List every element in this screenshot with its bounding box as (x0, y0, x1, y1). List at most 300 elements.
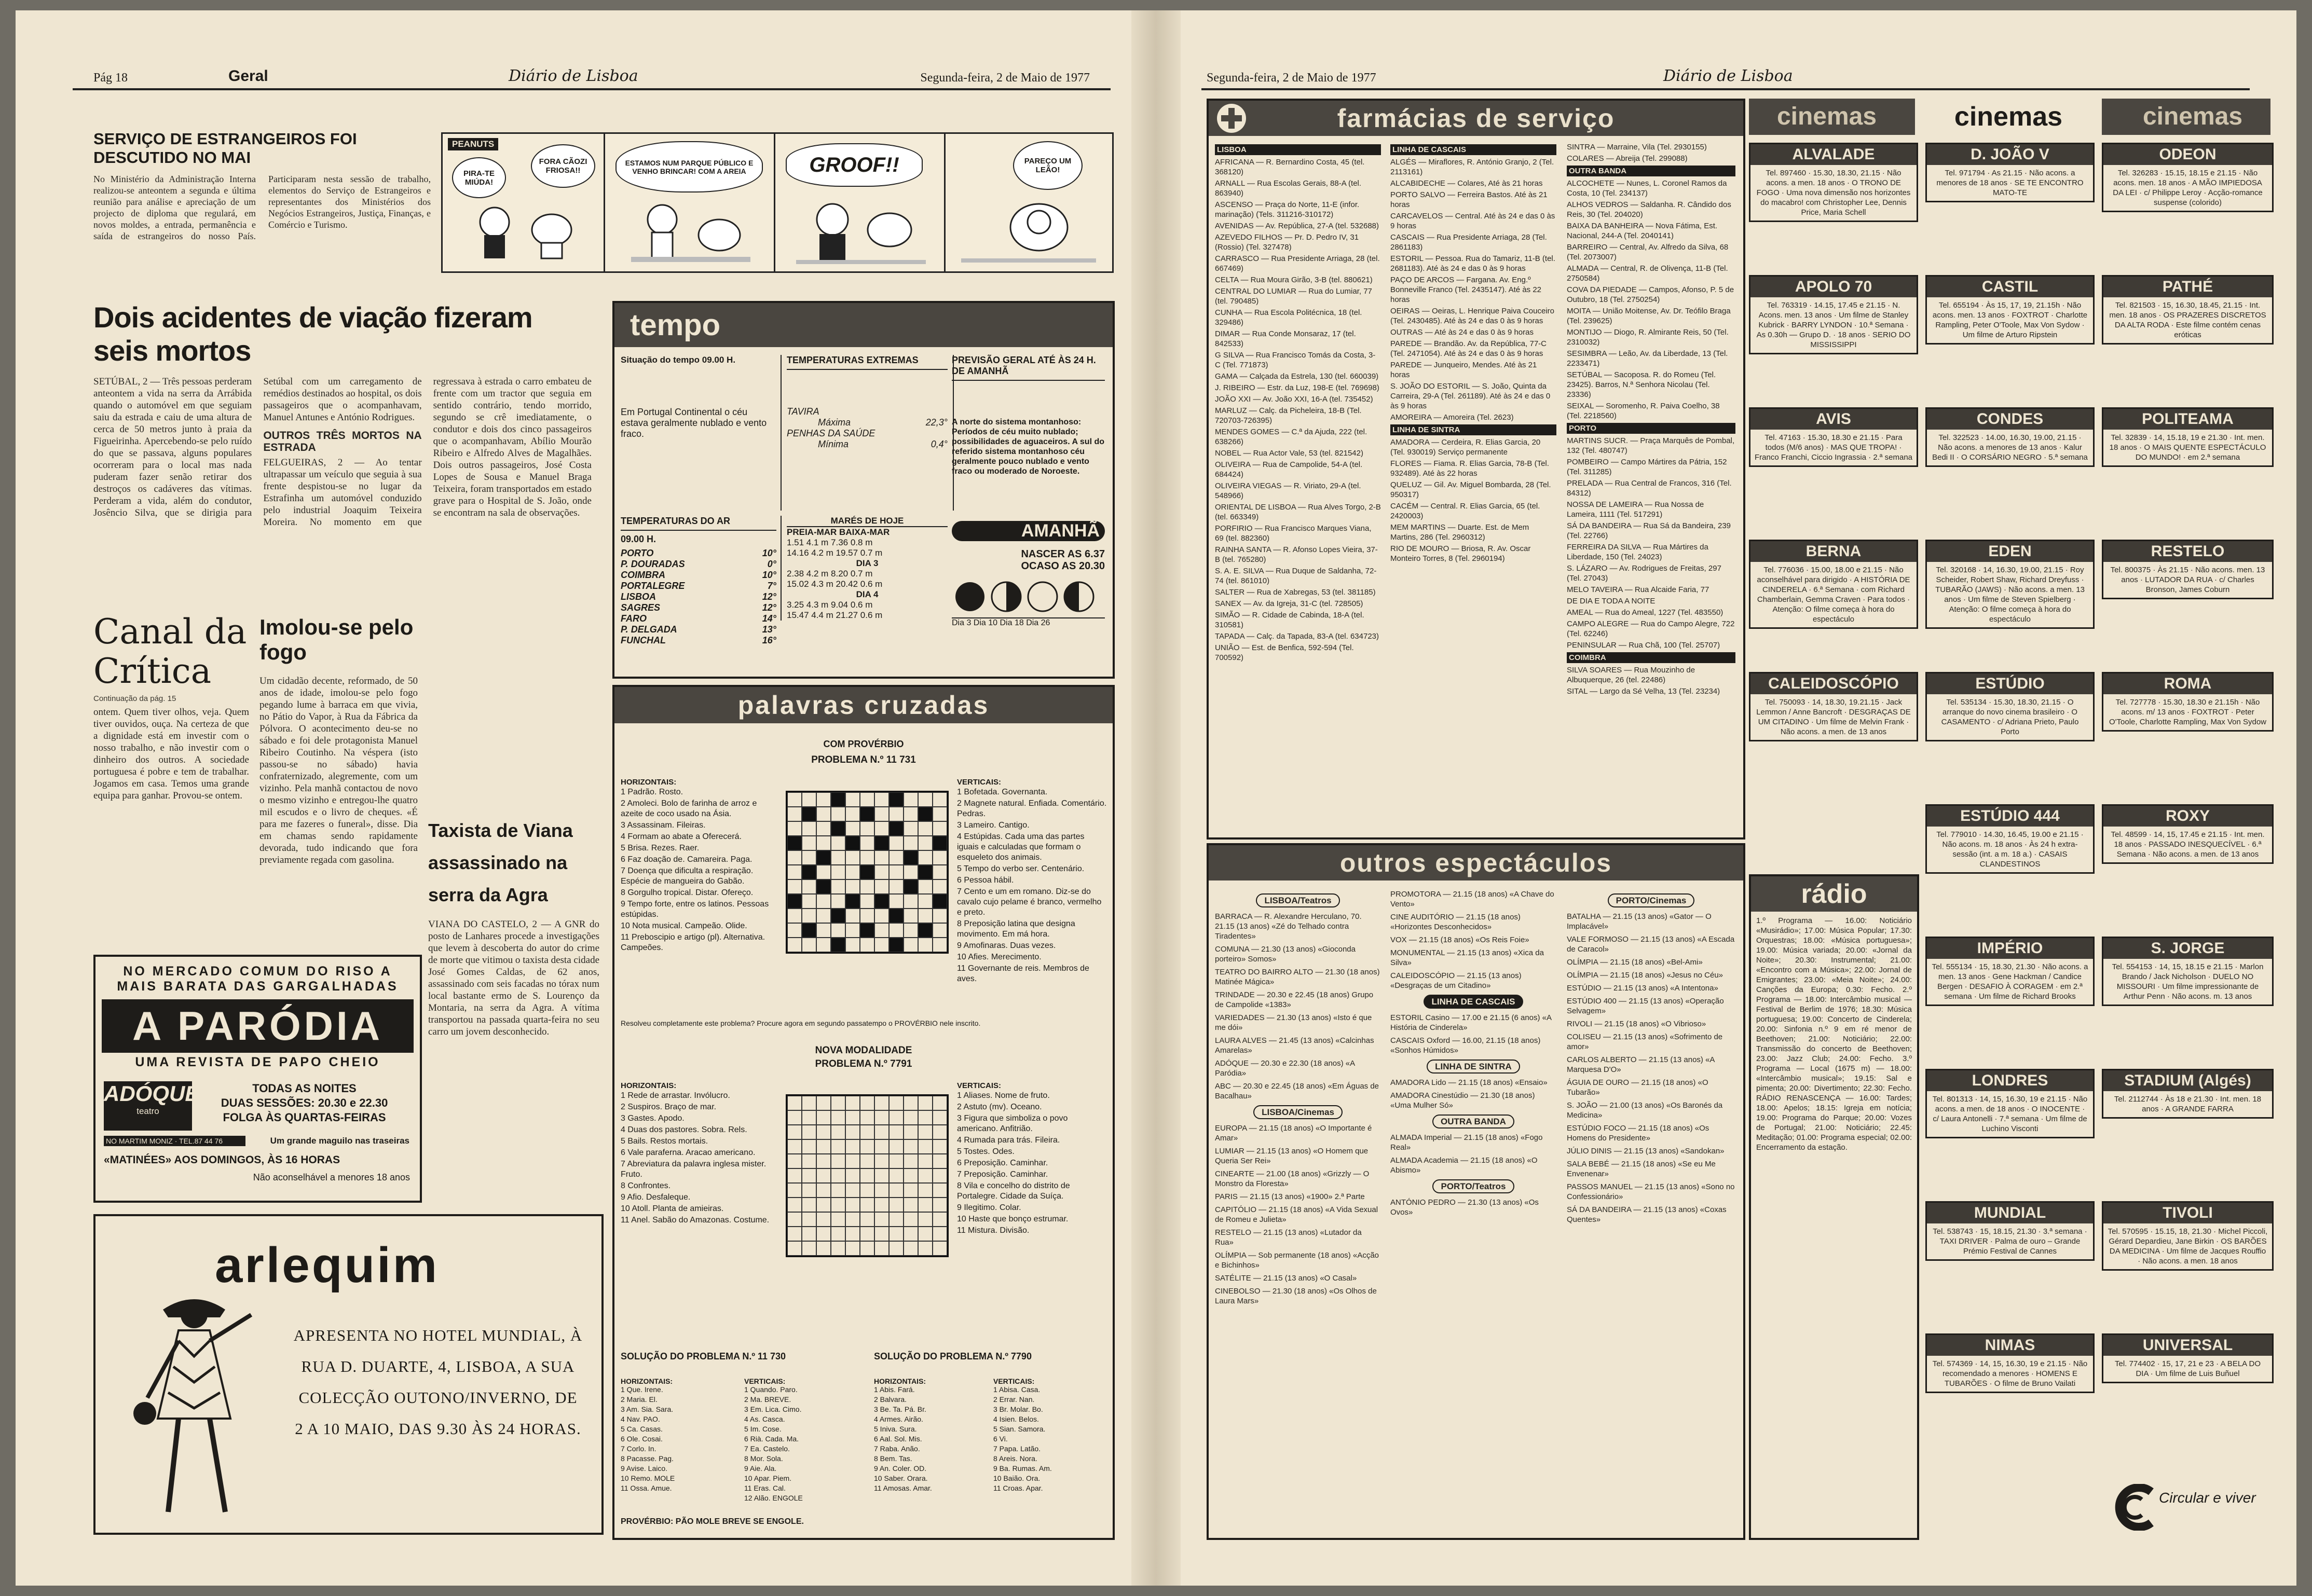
crossword-cell[interactable] (816, 821, 831, 836)
clue-item: 11 Ossa. Amue. (621, 1484, 672, 1492)
crossword-cell[interactable] (802, 1154, 816, 1168)
crossword-cell[interactable] (787, 1198, 802, 1212)
show-entry: BATALHA — 21.15 (13 anos) «Gator — O Implacável» (1567, 912, 1712, 931)
crossword-cell[interactable] (860, 909, 874, 923)
crossword-cell[interactable] (831, 865, 845, 879)
air-temps (621, 516, 776, 646)
pharmacy-entry: FERREIRA DA SILVA — Rua Mártires da Liberdade, 150 (Tel. 24023) (1567, 543, 1708, 561)
crossword-cell[interactable] (889, 865, 904, 879)
crossword-cell[interactable] (933, 821, 947, 836)
crossword-cell[interactable] (904, 1212, 918, 1227)
crossword-cell[interactable] (787, 1241, 802, 1256)
crossword-cell[interactable] (874, 865, 889, 879)
crossword-cell[interactable] (874, 1241, 889, 1256)
crossword-cell[interactable] (787, 807, 802, 821)
crossword-cell[interactable] (918, 821, 933, 836)
crossword-cell[interactable] (933, 1241, 947, 1256)
crossword-cell[interactable] (933, 836, 947, 850)
crossword-cell[interactable] (845, 1139, 860, 1154)
crossword-cell[interactable] (802, 923, 816, 938)
crossword-cell[interactable] (816, 938, 831, 952)
crossword-cell[interactable] (933, 894, 947, 909)
crossword-cell[interactable] (816, 894, 831, 909)
crossword-cell[interactable] (918, 1139, 933, 1154)
crossword-cell[interactable] (874, 938, 889, 952)
crossword-cell[interactable] (845, 909, 860, 923)
crossword-cell[interactable] (874, 792, 889, 807)
clue-item: 3 Lameiro. Cantigo. (957, 821, 1030, 830)
pharmacy-entry: NOBEL — Rua Actor Vale, 53 (tel. 821542) (1215, 449, 1363, 458)
crossword-cell[interactable] (802, 1125, 816, 1139)
crossword-cell[interactable] (787, 821, 802, 836)
cinema-name: LONDRES (1927, 1070, 2093, 1091)
crossword-cell[interactable] (860, 1168, 874, 1183)
crossword-cell[interactable] (918, 792, 933, 807)
crossword-cell[interactable] (845, 1227, 860, 1241)
crossword-cell[interactable] (802, 865, 816, 879)
crossword-cell[interactable] (904, 792, 918, 807)
crossword-cell[interactable] (874, 850, 889, 865)
crossword-cell[interactable] (845, 1096, 860, 1110)
tide-row: 3.25 4.3 m 9.04 0.6 m (787, 600, 873, 610)
crossword-cell[interactable] (816, 807, 831, 821)
crossword-cell[interactable] (918, 894, 933, 909)
crossword-cell[interactable] (918, 1212, 933, 1227)
crossword-cell[interactable] (860, 836, 874, 850)
crossword-cell[interactable] (802, 894, 816, 909)
clue-item: 6 Rià. Cada. Ma. (744, 1435, 799, 1443)
crossword-cell[interactable] (918, 1198, 933, 1212)
crossword-cell[interactable] (802, 909, 816, 923)
crossword-cell[interactable] (918, 1241, 933, 1256)
crossword-cell[interactable] (816, 865, 831, 879)
crossword-cell[interactable] (874, 1183, 889, 1198)
crossword-cell[interactable] (816, 1183, 831, 1198)
crossword-cell[interactable] (933, 1154, 947, 1168)
crossword-cell[interactable] (918, 836, 933, 850)
crossword-cell[interactable] (802, 850, 816, 865)
crossword-cell[interactable] (831, 1241, 845, 1256)
cinema-listing (2102, 143, 2274, 212)
comic-title: PEANUTS (448, 138, 498, 150)
crossword-cell[interactable] (831, 1183, 845, 1198)
crossword-cell[interactable] (874, 1139, 889, 1154)
crossword-cell[interactable] (845, 879, 860, 894)
pharmacy-entry: QUELUZ — Gil. Av. Miguel Bombarda, 28 (Tel. 950317) (1390, 480, 1551, 499)
crossword-cell[interactable] (787, 938, 802, 952)
crossword-cell[interactable] (889, 923, 904, 938)
crossword-cell[interactable] (904, 850, 918, 865)
crossword-cell[interactable] (845, 850, 860, 865)
crossword-cell[interactable] (874, 1168, 889, 1183)
clue-item: 3 Figura que simboliza o povo americano. Anfitrião. (957, 1114, 1068, 1133)
crossword-cell[interactable] (904, 821, 918, 836)
crossword-cell[interactable] (918, 923, 933, 938)
clue-item: 3 Am. Sia. Sara. (621, 1405, 674, 1413)
crossword-cell[interactable] (889, 1241, 904, 1256)
comic-bubble-1: PIRA-TE MIÚDA! (452, 157, 506, 198)
crossword-cell[interactable] (787, 1212, 802, 1227)
crossword-cell[interactable] (831, 807, 845, 821)
crossword-cell[interactable] (802, 1183, 816, 1198)
crossword-cell[interactable] (831, 821, 845, 836)
cinemas-title-left: cinemas (1776, 103, 1877, 130)
show-section-pill: LINHA DE SINTRA (1427, 1060, 1520, 1074)
crossword-cell[interactable] (874, 879, 889, 894)
crossword-cell[interactable] (816, 1110, 831, 1125)
crossword-cell[interactable] (889, 807, 904, 821)
crossword-cell[interactable] (802, 836, 816, 850)
crossword-cell[interactable] (816, 1154, 831, 1168)
crossword-cell[interactable] (889, 1125, 904, 1139)
crossword-cell[interactable] (845, 1154, 860, 1168)
crossword-cell[interactable] (831, 850, 845, 865)
crossword-cell[interactable] (831, 894, 845, 909)
crossword-cell[interactable] (802, 879, 816, 894)
crossword-cell[interactable] (787, 792, 802, 807)
crossword-cell[interactable] (904, 836, 918, 850)
crossword-cell[interactable] (831, 1212, 845, 1227)
crossword-cell[interactable] (860, 821, 874, 836)
crossword-cell[interactable] (904, 894, 918, 909)
crossword-cell[interactable] (845, 1198, 860, 1212)
crossword-cell[interactable] (874, 1212, 889, 1227)
crossword-cell[interactable] (904, 865, 918, 879)
crossword-cell[interactable] (904, 879, 918, 894)
show-entry: S. JOÃO — 21.00 (13 anos) «Os Baronés da Medicina» (1567, 1101, 1723, 1120)
crossword-grid-2[interactable] (786, 1094, 949, 1257)
crossword-cell[interactable] (918, 850, 933, 865)
crossword-cell[interactable] (860, 792, 874, 807)
crossword-cell[interactable] (933, 1096, 947, 1110)
crossword-cell[interactable] (874, 909, 889, 923)
crossword-cell[interactable] (816, 836, 831, 850)
crossword-cell[interactable] (904, 923, 918, 938)
crossword-cell[interactable] (889, 894, 904, 909)
sol1-horiz-label: HORIZONTAIS: (621, 1377, 673, 1385)
crossword-cell[interactable] (904, 1183, 918, 1198)
crossword-cell[interactable] (904, 1154, 918, 1168)
crossword-cell[interactable] (845, 1110, 860, 1125)
clue-item: 2 Ma. BREVE. (744, 1395, 791, 1404)
crossword-cell[interactable] (933, 1168, 947, 1183)
crossword-cell[interactable] (918, 865, 933, 879)
crossword-cell[interactable] (904, 1096, 918, 1110)
clue-item: 9 Afio. Desfaleque. (621, 1193, 691, 1202)
crossword-cell[interactable] (816, 923, 831, 938)
crossword-cell[interactable] (918, 1154, 933, 1168)
accident-headline: Dois acidentes de viação fizeram seis mortos (93, 301, 532, 367)
cinema-details: Tel. 727778 · 15.30, 18.30 e 21.15h · Não acons. m/ 13 anos · FOXTROT · Peter O'Toole, Charlotte Rampling, Max Von Sydow (2109, 698, 2266, 726)
right-masthead: Diário de Lisboa (1663, 67, 1793, 85)
clue-item: 8 Confrontes. (621, 1181, 671, 1190)
crossword-cell[interactable] (889, 1139, 904, 1154)
crossword-cell[interactable] (845, 894, 860, 909)
crossword-cell[interactable] (904, 1241, 918, 1256)
crossword-cell[interactable] (831, 1125, 845, 1139)
crossword-cell[interactable] (904, 1227, 918, 1241)
crossword-cell[interactable] (802, 1139, 816, 1154)
cinema-listing (1925, 143, 2095, 202)
crossword-cell[interactable] (918, 1110, 933, 1125)
crossword-cell[interactable] (787, 1183, 802, 1198)
crossword-cell[interactable] (933, 807, 947, 821)
crossword-cell[interactable] (933, 1139, 947, 1154)
crossword-cell[interactable] (831, 923, 845, 938)
crossword-cell[interactable] (904, 1139, 918, 1154)
crossword-cell[interactable] (860, 807, 874, 821)
pharmacy-entry: S. LÁZARO — Av. Rodrigues de Freitas, 297 (Tel. 27043) (1567, 564, 1721, 583)
crossword-cell[interactable] (933, 938, 947, 952)
crossword-cell[interactable] (787, 1168, 802, 1183)
crossword-cell[interactable] (831, 1096, 845, 1110)
crossword-cell[interactable] (860, 1183, 874, 1198)
crossword-cell[interactable] (816, 1096, 831, 1110)
crossword-cell[interactable] (933, 1110, 947, 1125)
crossword-cell[interactable] (918, 909, 933, 923)
crossword-cell[interactable] (860, 1110, 874, 1125)
tide-row: 15.47 4.4 m 21.27 0.6 m (787, 610, 883, 620)
crossword-cell[interactable] (802, 1212, 816, 1227)
crossword-cell[interactable] (933, 879, 947, 894)
crossword-cell[interactable] (802, 938, 816, 952)
crossword-cell[interactable] (787, 879, 802, 894)
crossword-cell[interactable] (787, 865, 802, 879)
crossword-cell[interactable] (787, 909, 802, 923)
crossword-cell[interactable] (816, 1212, 831, 1227)
crossword-cell[interactable] (933, 1227, 947, 1241)
crossword-cell[interactable] (889, 836, 904, 850)
crossword-cell[interactable] (889, 792, 904, 807)
forecast-text: A norte do sistema montanhoso: Períodos de céu muito nublado; possibilidades de aguaceiros. A sul do referido sistema montanhoso céu geralmente pouco nublado e vento fraco ou moderado de Noroeste. (952, 418, 1104, 476)
crossword-cell[interactable] (831, 836, 845, 850)
crossword-cell[interactable] (787, 1154, 802, 1168)
show-entry: RESTELO — 21.15 (13 anos) «Lutador da Rua» (1215, 1228, 1362, 1247)
crossword-cell[interactable] (889, 821, 904, 836)
crossword-cell[interactable] (802, 1110, 816, 1125)
crossword-cell[interactable] (933, 1198, 947, 1212)
crossword-cell[interactable] (889, 1110, 904, 1125)
crossword-cell[interactable] (845, 1168, 860, 1183)
crossword-cell[interactable] (831, 1139, 845, 1154)
crossword-cell[interactable] (860, 894, 874, 909)
crossword-cell[interactable] (889, 879, 904, 894)
crossword-cell[interactable] (845, 865, 860, 879)
crossword-cell[interactable] (904, 909, 918, 923)
air-temp: 16° (762, 635, 776, 645)
crossword-cell[interactable] (816, 792, 831, 807)
crossword-cell[interactable] (831, 879, 845, 894)
crossword-cell[interactable] (874, 1227, 889, 1241)
crossword-cell[interactable] (860, 1198, 874, 1212)
air-temp: 12° (762, 591, 776, 602)
crossword-box (612, 685, 1115, 1540)
crossword-cell[interactable] (816, 1139, 831, 1154)
pharmacy-entry: SÁ DA BANDEIRA — Rua Sá da Bandeira, 239 (Tel. 22766) (1567, 521, 1731, 540)
crossword-cell[interactable] (933, 850, 947, 865)
crossword-cell[interactable] (787, 850, 802, 865)
crossword-cell[interactable] (802, 821, 816, 836)
crossword-grid-1[interactable] (786, 791, 949, 954)
crossword-cell[interactable] (860, 923, 874, 938)
crossword-cell[interactable] (845, 792, 860, 807)
crossword-cell[interactable] (816, 1198, 831, 1212)
crossword-cell[interactable] (787, 894, 802, 909)
crossword-cell[interactable] (918, 1096, 933, 1110)
show-section-pill: PORTO/Cinemas (1608, 893, 1695, 907)
crossword-cell[interactable] (831, 792, 845, 807)
crossword-cell[interactable] (860, 938, 874, 952)
crossword-cell[interactable] (933, 1212, 947, 1227)
crossword-cell[interactable] (802, 1168, 816, 1183)
crossword-cell[interactable] (933, 865, 947, 879)
parodia-venue: ADÓQUE (104, 1081, 200, 1106)
crossword-cell[interactable] (874, 1110, 889, 1125)
air-city: PORTO (621, 548, 654, 558)
crossword-cell[interactable] (787, 1110, 802, 1125)
crossword-cell[interactable] (874, 1096, 889, 1110)
air-temp-row (621, 570, 776, 581)
crossword-cell[interactable] (787, 1125, 802, 1139)
crossword-cell[interactable] (889, 850, 904, 865)
crossword-cell[interactable] (787, 1139, 802, 1154)
crossword-cell[interactable] (889, 1212, 904, 1227)
crossword-cell[interactable] (831, 909, 845, 923)
comic-characters-3 (796, 194, 926, 266)
crossword-cell[interactable] (845, 1212, 860, 1227)
crossword-cell[interactable] (845, 821, 860, 836)
crossword-cell[interactable] (904, 1198, 918, 1212)
crossword-cell[interactable] (918, 1183, 933, 1198)
crossword-cell[interactable] (889, 938, 904, 952)
crossword-cell[interactable] (831, 1168, 845, 1183)
crossword-cell[interactable] (933, 1183, 947, 1198)
crossword-cell[interactable] (802, 1241, 816, 1256)
crossword-cell[interactable] (831, 1154, 845, 1168)
crossword-cell[interactable] (918, 1125, 933, 1139)
crossword-cell[interactable] (889, 1183, 904, 1198)
show-entry: ABC — 20.30 e 22.45 (18 anos) «Em Águas de Bacalhau» (1215, 1082, 1379, 1100)
crossword-cell[interactable] (860, 879, 874, 894)
crossword-cell[interactable] (918, 938, 933, 952)
crossword-cell[interactable] (874, 1154, 889, 1168)
crossword-cell[interactable] (904, 807, 918, 821)
crossword-cell[interactable] (860, 1154, 874, 1168)
solution-1-horiz (621, 1377, 735, 1494)
crossword-cell[interactable] (933, 923, 947, 938)
min-label: Mínima (818, 439, 849, 449)
crossword-cell[interactable] (845, 836, 860, 850)
crossword-horizontals-2 (621, 1081, 776, 1227)
moon-phases-icon (952, 579, 1102, 615)
pharmacy-entry: DIMAR — Rua Conde Monsaraz, 17 (tel. 842533) (1215, 329, 1356, 348)
crossword-cell[interactable] (845, 1241, 860, 1256)
crossword-cell[interactable] (802, 1096, 816, 1110)
crossword-cell[interactable] (889, 1154, 904, 1168)
crossword-cell[interactable] (918, 879, 933, 894)
crossword-cell[interactable] (845, 938, 860, 952)
crossword-cell[interactable] (816, 909, 831, 923)
crossword-cell[interactable] (816, 879, 831, 894)
tide-row: DIA 3 (856, 558, 879, 568)
crossword-cell[interactable] (904, 1110, 918, 1125)
crossword-cell[interactable] (918, 807, 933, 821)
crossword-cell[interactable] (802, 807, 816, 821)
crossword-cell[interactable] (802, 792, 816, 807)
cinemas-col-2 (1925, 143, 2091, 1544)
crossword-cell[interactable] (874, 807, 889, 821)
crossword-cell[interactable] (933, 792, 947, 807)
crossword-cell[interactable] (816, 1168, 831, 1183)
crossword-cell[interactable] (816, 1125, 831, 1139)
crossword-cell[interactable] (860, 1139, 874, 1154)
crossword-cell[interactable] (845, 1183, 860, 1198)
crossword-cell[interactable] (860, 1241, 874, 1256)
tide-row: 2.38 4.2 m 8.20 0.7 m (787, 569, 873, 579)
crossword-cell[interactable] (874, 894, 889, 909)
crossword-cell[interactable] (831, 1110, 845, 1125)
crossword-cell[interactable] (787, 1227, 802, 1241)
crossword-cell[interactable] (933, 1125, 947, 1139)
crossword-cell[interactable] (816, 1241, 831, 1256)
crossword-cell[interactable] (831, 938, 845, 952)
pharmacy-entry: AZEVEDO FILHOS — Pr. D. Pedro IV, 31 (Rossio) (Tel. 327478) (1215, 233, 1359, 252)
crossword-cell[interactable] (802, 1198, 816, 1212)
crossword-cell[interactable] (904, 1168, 918, 1183)
clue-item: 1 Bofetada. Governanta. (957, 788, 1048, 796)
crossword-cell[interactable] (874, 923, 889, 938)
crossword-cell[interactable] (904, 1125, 918, 1139)
crossword-cell[interactable] (860, 850, 874, 865)
crossword-cell[interactable] (889, 1198, 904, 1212)
crossword-cell[interactable] (802, 1227, 816, 1241)
crossword-cell[interactable] (831, 1227, 845, 1241)
cinema-details: Tel. 570595 · 15.15, 18, 21.30 · Michel Piccoli, Gérard Depardieu, Jane Birkin · OS BARÕES DA MEDICINA · Um filme de Jacques Rouffio · Não acons. a men. 18 anos (2108, 1227, 2268, 1265)
crossword-cell[interactable] (860, 1096, 874, 1110)
clue-item: 5 Tostes. Odes. (957, 1147, 1015, 1156)
crossword-cell[interactable] (787, 1096, 802, 1110)
crossword-cell[interactable] (874, 836, 889, 850)
crossword-cell[interactable] (889, 1096, 904, 1110)
crossword-cell[interactable] (845, 923, 860, 938)
crossword-cell[interactable] (889, 909, 904, 923)
crossword-cell[interactable] (904, 938, 918, 952)
crossword-cell[interactable] (860, 1125, 874, 1139)
crossword-cell[interactable] (860, 1212, 874, 1227)
crossword-cell[interactable] (918, 1168, 933, 1183)
crossword-cell[interactable] (845, 1125, 860, 1139)
cinema-details: Tel. 2112744 · Às 18 e 21.30 · Int. men. 18 anos · A GRANDE FARRA (2114, 1095, 2262, 1113)
crossword-cell[interactable] (933, 909, 947, 923)
arlequim-text: APRESENTA NO HOTEL MUNDIAL, À RUA D. DUARTE, 4, LISBOA, A SUA COLECÇÃO OUTONO/INVERNO, DE 2 A 10 MAIO, DAS 9.30 ÀS 24 HORAS. (293, 1326, 583, 1438)
cinema-listing (1749, 407, 1918, 467)
crossword-cell[interactable] (874, 1198, 889, 1212)
crossword-cell[interactable] (845, 807, 860, 821)
crossword-cell[interactable] (860, 865, 874, 879)
crossword-cell[interactable] (816, 1227, 831, 1241)
crossword-cell[interactable] (860, 1227, 874, 1241)
crossword-cell[interactable] (874, 821, 889, 836)
crossword-cell[interactable] (889, 1168, 904, 1183)
crossword-cell[interactable] (831, 1198, 845, 1212)
crossword-cell[interactable] (918, 1227, 933, 1241)
crossword-cell[interactable] (874, 1125, 889, 1139)
crossword-cell[interactable] (787, 923, 802, 938)
crossword-cell[interactable] (787, 836, 802, 850)
circular-logo-icon (2110, 1484, 2156, 1531)
crossword-cell[interactable] (816, 850, 831, 865)
crossword-cell[interactable] (889, 1227, 904, 1241)
